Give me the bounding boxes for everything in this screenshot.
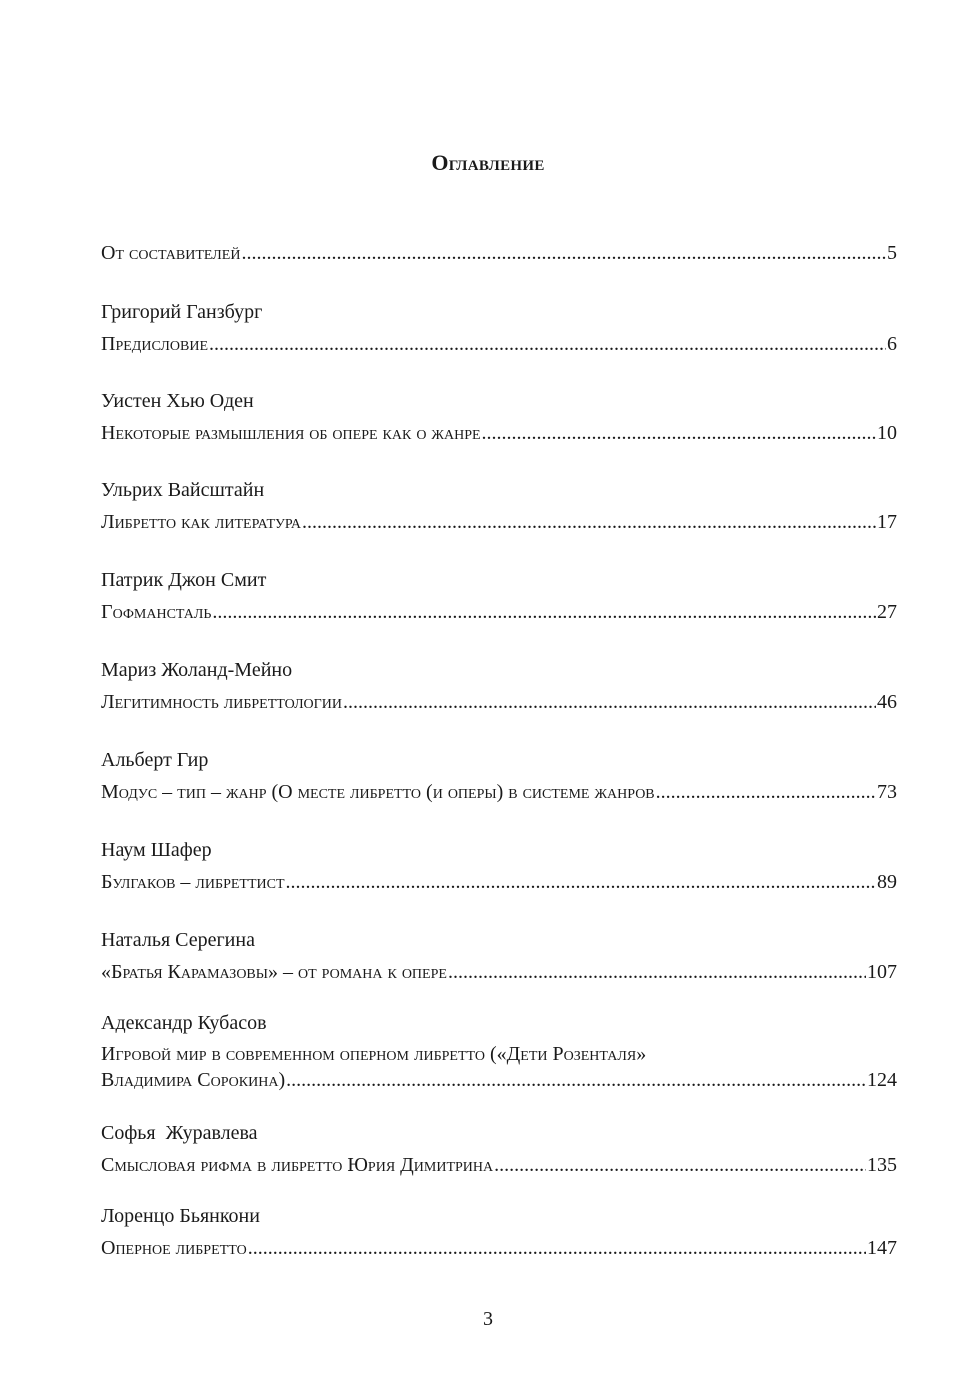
toc-entry bbox=[101, 300, 897, 357]
toc-title: Оперное либретто bbox=[101, 1237, 247, 1259]
toc-line[interactable] bbox=[101, 1235, 897, 1261]
dot-leader bbox=[302, 509, 876, 535]
toc-title: «Братья Карамазовы» – от романа к опере bbox=[101, 961, 447, 983]
toc-entry bbox=[101, 928, 897, 985]
toc-title: Гофмансталь bbox=[101, 601, 212, 623]
toc-page-number: 107 bbox=[867, 961, 897, 983]
toc-author: Григорий Ганзбург bbox=[101, 301, 263, 323]
toc-author: Наум Шафер bbox=[101, 839, 212, 861]
toc-title: Либретто как литература bbox=[101, 511, 302, 533]
toc-entry bbox=[101, 568, 897, 625]
toc-author: Мариз Жоланд-Мейно bbox=[101, 659, 293, 681]
toc-page-number: 124 bbox=[867, 1069, 897, 1091]
toc-line[interactable] bbox=[101, 1152, 897, 1178]
toc-entry bbox=[101, 389, 897, 446]
dot-leader bbox=[286, 869, 876, 895]
dot-leader bbox=[448, 959, 866, 985]
toc-author: Адександр Кубасов bbox=[101, 1012, 267, 1034]
toc-line[interactable] bbox=[101, 331, 897, 357]
toc-entry bbox=[101, 838, 897, 895]
toc-author: Ульрих Вайсштайн bbox=[101, 479, 265, 501]
toc-author: Патрик Джон Смит bbox=[101, 569, 267, 591]
toc-page-number: 27 bbox=[877, 601, 897, 623]
toc-entry bbox=[101, 1011, 897, 1093]
toc-author: Уистен Хью Оден bbox=[101, 390, 254, 412]
toc-page-number: 17 bbox=[877, 511, 897, 533]
dot-leader bbox=[209, 331, 886, 357]
toc-page-number: 89 bbox=[877, 871, 897, 893]
toc-entry bbox=[101, 240, 897, 266]
toc-entry bbox=[101, 658, 897, 715]
toc-title: Владимира Сорокина) bbox=[101, 1069, 286, 1091]
toc-author: Альберт Гир bbox=[101, 749, 209, 771]
toc-line[interactable] bbox=[101, 779, 897, 805]
toc-author: Софья Журавлева bbox=[101, 1122, 258, 1144]
toc-page-number: 147 bbox=[867, 1237, 897, 1259]
toc-title: От составителей bbox=[101, 242, 241, 264]
toc-page-number: 5 bbox=[887, 242, 897, 264]
dot-leader bbox=[494, 1152, 866, 1178]
toc-title: Некоторые размышления об опере как о жанре bbox=[101, 422, 481, 444]
toc-title: Модус – тип – жанр (О месте либретто (и оперы) в системе жанров bbox=[101, 781, 655, 803]
toc-title: Легитимность либреттологии bbox=[101, 691, 342, 713]
dot-leader bbox=[212, 599, 876, 625]
page-title: Оглавление bbox=[431, 150, 545, 175]
toc-page-number: 10 bbox=[877, 422, 897, 444]
dot-leader bbox=[286, 1067, 866, 1093]
toc-author: Наталья Серегина bbox=[101, 929, 255, 951]
toc-page-number: 46 bbox=[877, 691, 897, 713]
toc-title-line[interactable]: Игровой мир в современном оперном либретто («Дети Розенталя» bbox=[101, 1043, 647, 1065]
toc-title: Булгаков – либреттист bbox=[101, 871, 285, 893]
toc-entry bbox=[101, 1121, 897, 1178]
toc-line[interactable] bbox=[101, 509, 897, 535]
toc-line[interactable] bbox=[101, 599, 897, 625]
dot-leader bbox=[656, 779, 876, 805]
dot-leader bbox=[482, 420, 876, 446]
toc-line[interactable] bbox=[101, 240, 897, 266]
toc-entry bbox=[101, 748, 897, 805]
toc-page-number: 6 bbox=[887, 333, 897, 355]
toc-page-number: 135 bbox=[867, 1154, 897, 1176]
toc-title: Смысловая рифма в либретто Юрия Димитрина bbox=[101, 1154, 494, 1176]
toc-line[interactable] bbox=[101, 689, 897, 715]
toc-entry bbox=[101, 1204, 897, 1261]
page-folio: 3 bbox=[483, 1308, 493, 1330]
dot-leader bbox=[241, 240, 886, 266]
toc-line[interactable] bbox=[101, 959, 897, 985]
toc-title: Предисловие bbox=[101, 333, 209, 355]
toc-entry bbox=[101, 478, 897, 535]
dot-leader bbox=[248, 1235, 866, 1261]
toc-line[interactable] bbox=[101, 1067, 897, 1093]
dot-leader bbox=[343, 689, 876, 715]
toc-author: Лоренцо Бьянкони bbox=[101, 1205, 260, 1227]
toc-line[interactable] bbox=[101, 420, 897, 446]
toc-page-number: 73 bbox=[877, 781, 897, 803]
toc-line[interactable] bbox=[101, 869, 897, 895]
